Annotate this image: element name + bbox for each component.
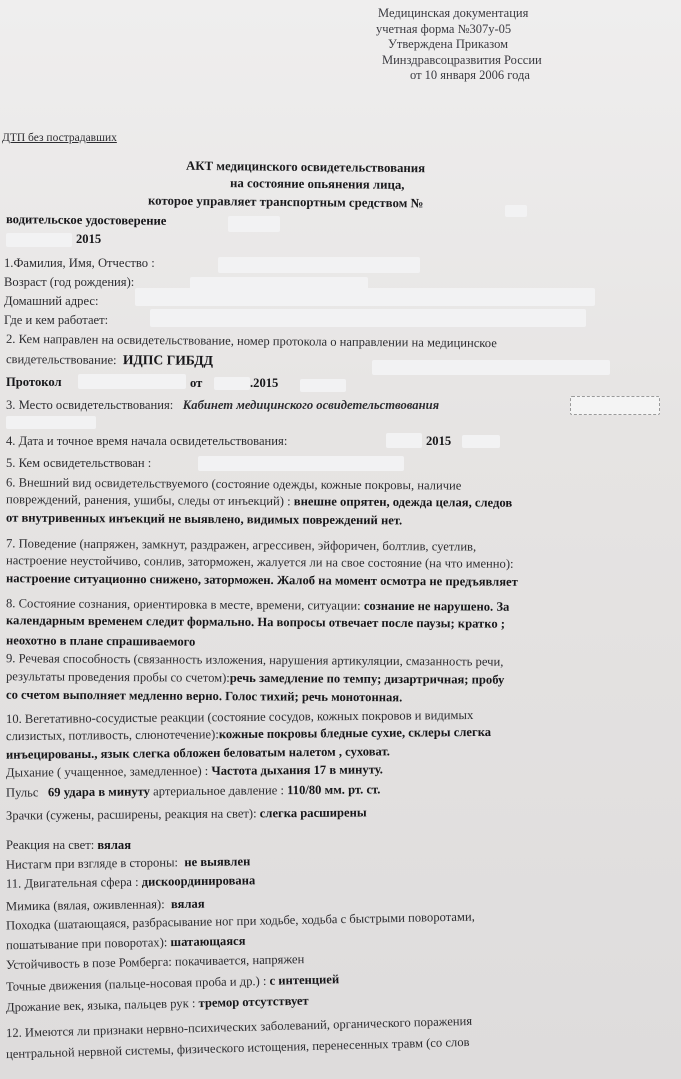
section-7-line1: 7. Поведение (напряжен, замкнут, раздражен, агрессивен, эйфоричен, болтлив, суетлив, [5,536,477,554]
section-8-line2: календарным временем следит формально. На вопросы отвечает после паузы; кратко ; [5,613,506,631]
section-10-finding: кожные покровы бледные сухие, склеры слегка [218,724,492,742]
section-8-line1 [6,596,509,615]
section-9-line2 [6,669,504,687]
form-header [376,6,636,84]
redaction [228,216,280,232]
field-address: Домашний адрес: [4,294,99,308]
redaction [78,374,186,389]
mimic-value: вялая [170,896,205,912]
field-certification [6,351,213,369]
field-age: Возраст (год рождения): [4,275,135,289]
certification-value: ИДПС ГИБДД [122,352,214,368]
section-8-finding: сознание не нарушено. За [363,598,510,614]
precise-movements-value: с интенцией [269,972,340,988]
tremor-line [6,994,309,1016]
pupils-value: слегка расширены [259,805,367,821]
light-reaction-line [6,838,131,853]
section-6-text: повреждений, ранения, ушибы, следы от инъекций) : [5,492,291,509]
section-11-line [6,873,255,891]
pressure-value: 110/80 мм. рт. ст. [287,782,381,798]
header-line: Утверждена Приказом [388,37,509,51]
tremor-value: тремор отсутствует [198,993,309,1011]
license-year: 2015 [76,232,102,246]
redaction [505,205,527,217]
case-note: ДТП без пострадавших [2,132,117,144]
redaction [462,435,500,448]
mimic-line [6,897,205,915]
certification-label: свидетельствование: [5,352,117,368]
nystagmus-text: Нистагм при взгляде в стороны: [5,855,179,872]
redaction [6,233,72,247]
pupils-line [6,805,367,823]
section-7-line2: настроение неустойчиво, сонлив, заторможен, жалуется ли на свое состояние (на что именно): [5,553,514,571]
precise-movements-line [6,972,340,995]
datetime-year: 2015 [426,434,452,448]
protocol-label: Протокол [6,375,62,389]
document-title-line2: на состояние опьянения лица, [229,176,405,192]
redaction [135,288,595,306]
redaction [198,456,404,471]
pulse-line [6,782,381,800]
nystagmus-line [6,854,250,872]
section-7-line3: настроение ситуационно снижено, заторможен. Жалоб на момент осмотра не предъявляет [5,571,518,589]
section-9-finding: речь замедление по темпу; дизартричная; пробу [229,670,505,687]
gait-text: пошатывание при поворотах): [5,935,168,953]
section-9-text: результаты проведения пробы со счетом): [5,669,230,685]
header-line: Минздравсоцразвития России [382,52,542,67]
breathing-value: Частота дыхания 17 в минуту. [211,762,383,778]
field-work: Где и кем работает: [4,313,109,327]
field-referred-by: 2. Кем направлен на освидетельствование, номер протокола о направлении на медицинское [5,331,497,351]
section-9-line1: 9. Речевая способность (связанность изложения, нарушения артикуляции, смазанность речи, [5,651,504,669]
redaction [150,309,586,327]
section-12-line2: центральной нервной системы, физического истощения, перенесенных травм (со слов [5,1034,470,1062]
mimic-text: Мимика (вялая, оживленная): [5,897,165,914]
pulse-text: Пульс [5,785,39,800]
section-12-line1: 12. Имеются ли признаки нервно-психических заболеваний, органического поражения [5,1013,473,1041]
section-10-line1: 10. Вегетативно-сосудистые реакции (состояние сосудов, кожных покровов и видимых [5,707,474,727]
redaction [386,433,422,448]
field-datetime: 4. Дата и точное время начала освидетельствования: [6,434,288,448]
place-label: 3. Место освидетельствования: [6,398,174,412]
nystagmus-value: не выявлен [184,854,251,870]
redaction [6,416,96,429]
breathing-text: Дыхание ( учащенное, замедленное) : [5,763,209,780]
breathing-line [6,762,383,780]
gait-value: шатающаяся [170,933,246,950]
section-8-text: 8. Состояние сознания, ориентировка в месте, времени, ситуации: [5,596,361,613]
section-10-text: слизистых, потливость, слюнотечение): [5,727,219,744]
light-reaction-text: Реакция на свет: [6,838,95,852]
section-8-line3: неохотно в плане спрашиваемого [5,633,196,649]
tremor-text: Дрожание век, языка, пальцев рук : [5,996,196,1015]
field-place [6,398,439,413]
pupils-text: Зрачки (сужены, расширены, реакция на свет): [5,806,257,823]
romberg-line: Устойчивость в позе Ромберга: покачивается, напряжен [5,952,305,972]
section-9-line3: со счетом выполняет медленно верно. Голос тихий; речь монотонная. [5,687,403,705]
place-value: Кабинет медицинского освидетельствования [182,398,440,412]
protocol-from: от [190,376,203,390]
protocol-year: .2015 [250,376,279,390]
header-line: Медицинская документация [378,6,529,20]
section-11-text: 11. Двигательная сфера : [5,874,139,891]
gait-line2 [6,934,246,954]
section-6-line2 [6,492,512,511]
header-line: от 10 января 2006 года [410,68,530,82]
section-6-line3: от внутривенных инъекций не выявлено, видимых повреждений нет. [5,510,403,528]
license-label: водительское удостоверение [5,212,167,228]
field-examiner: 5. Кем освидетельствован : [6,456,152,470]
redaction [300,379,346,392]
section-10-line2 [6,725,491,744]
redaction [214,377,250,390]
precise-movements-text: Точные движения (пальце-носовая проба и др.) : [5,973,267,994]
redaction [570,396,660,415]
header-line: учетная форма №307у-05 [376,21,512,36]
section-6-line1: 6. Внешний вид освидетельствуемого (состояние одежды, кожные покровы, наличие [5,475,462,493]
document-title-line3: которое управляет транспортным средством № [147,193,424,211]
section-6-finding: внешне опрятен, одежда целая, следов [293,494,513,510]
pressure-text: артериальное давление : [153,783,285,799]
redaction [372,360,610,375]
light-reaction-value: вялая [97,838,132,852]
section-10-line3: инъецированы., язык слегка обложен беловатым налетом , суховат. [5,744,390,762]
field-full-name: 1.Фамилия, Имя, Отчество : [4,256,155,270]
redaction [218,257,420,273]
document-title-line1: АКТ медицинского освидетельствования [185,158,426,176]
pulse-value: 69 удара в минуту [47,784,151,800]
section-11-value: дискоординирована [141,873,256,889]
gait-line1: Походка (шатающаяся, разбрасывание ног при ходьбе, ходьба с быстрыми поворотами, [5,909,475,933]
